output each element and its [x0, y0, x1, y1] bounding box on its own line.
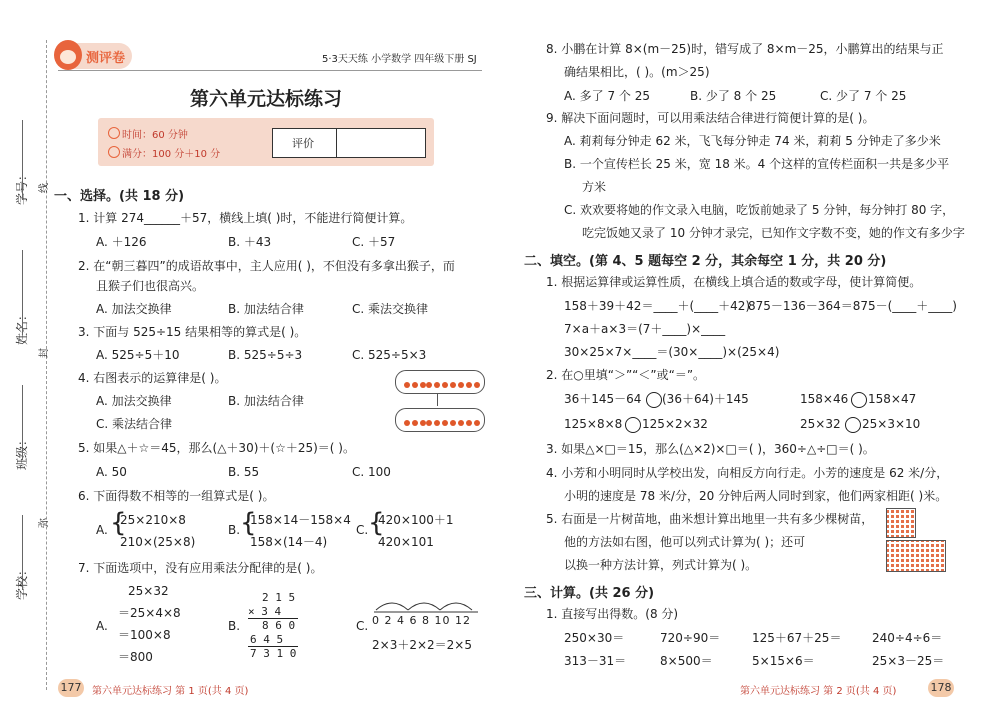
c1-e[interactable]: 313－31＝	[564, 654, 627, 668]
q5-option-c[interactable]: C. 100	[352, 465, 391, 479]
f1-c[interactable]: 7×a＋a×3＝(7＋____)×____	[564, 322, 726, 336]
q7-b-line3: 8 6 0	[262, 619, 296, 632]
q6-a-line2: 210×(25×8)	[120, 535, 196, 549]
binding-label-name: 姓名：	[15, 308, 29, 345]
f5-tree-grid	[886, 508, 946, 572]
q5-text: 5. 如果△＋☆＝45，那么(△＋30)＋(☆＋25)＝( )。	[78, 441, 355, 455]
q7-b-line1: 2 1 5	[262, 591, 296, 604]
q2-option-c[interactable]: C. 乘法交换律	[352, 302, 429, 316]
binding-text-seal2: 弥	[39, 518, 50, 528]
header-rule	[58, 70, 482, 71]
q6-text: 6. 下面得数不相等的一组算式是( )。	[78, 489, 275, 503]
q7-option-b-label[interactable]: B.	[228, 619, 241, 633]
right-footer-text: 第六单元达标练习 第 2 页(共 4 页)	[740, 686, 897, 697]
q6-option-a-label[interactable]: A.	[96, 523, 108, 537]
f2-d-circle[interactable]	[845, 417, 861, 433]
f2-c-left: 125×8×8	[564, 417, 623, 431]
f1-d[interactable]: 30×25×7×____＝(30×____)×(25×4)	[564, 345, 780, 359]
q6-c-line2: 420×101	[378, 535, 434, 549]
q7-a-line3: ＝100×8	[118, 628, 171, 642]
q2-text: 2. 在“朝三暮四”的成语故事中，主人应用( )，不但没有多拿出猴子，而	[78, 259, 455, 273]
f2-text: 2. 在○里填“＞”“＜”或“＝”。	[546, 368, 706, 382]
q7-a-line2: ＝25×4×8	[118, 606, 181, 620]
c1-text: 1. 直接写出得数。(8 分)	[546, 607, 679, 621]
f2-a-circle[interactable]	[646, 392, 662, 408]
page-title: 第六单元达标练习	[190, 88, 343, 110]
f2-b-right: 158×47	[868, 392, 917, 406]
q7-c-axis: 0 2 4 6 8 10 12	[372, 614, 471, 627]
q3-text: 3. 下面与 525÷15 结果相等的算式是( )。	[78, 325, 307, 339]
f5-text: 5. 右面是一片树苗地，曲米想计算出地里一共有多少棵树苗，	[546, 512, 874, 526]
q9-option-a[interactable]: A. 莉莉每分钟走 62 米，飞飞每分钟走 74 米，莉莉 5 分钟走了多少米	[564, 134, 941, 148]
q6-b-brace: {	[240, 508, 257, 538]
f1-a[interactable]: 158＋39＋42＝____＋(____＋42)	[564, 299, 751, 313]
binding-label-no: 学号：	[15, 168, 29, 205]
section-2-title: 二、填空。(第 4、5 题每空 2 分，其余每空 1 分，共 20 分)	[524, 254, 887, 269]
q6-b-line1: 158×14－158×4	[250, 513, 351, 527]
f2-d-left: 25×32	[800, 417, 841, 431]
q4-option-b[interactable]: B. 加法结合律	[228, 394, 304, 408]
q1-option-a[interactable]: A. ＋126	[96, 235, 147, 249]
q7-b-line2: × 3 4	[248, 605, 282, 618]
q7-option-c-label[interactable]: C.	[356, 619, 369, 633]
left-footer-text: 第六单元达标练习 第 1 页(共 4 页)	[92, 686, 249, 697]
q6-a-brace: {	[110, 508, 127, 538]
right-page-number: 178	[928, 679, 954, 697]
q8-option-b[interactable]: B. 少了 8 个 25	[690, 89, 777, 103]
c1-c[interactable]: 125＋67＋25＝	[752, 631, 842, 645]
q1-text: 1. 计算 274______＋57，横线上填( )时，不能进行简便计算。	[78, 211, 413, 225]
f5-text-line3[interactable]: 以换一种方法计算，列式计算为( )。	[564, 558, 758, 572]
score-icon	[108, 146, 120, 158]
c1-f[interactable]: 8×500＝	[660, 654, 713, 668]
q8-option-c[interactable]: C. 少了 7 个 25	[820, 89, 907, 103]
c1-d[interactable]: 240÷4÷6＝	[872, 631, 943, 645]
q1-option-b[interactable]: B. ＋43	[228, 235, 272, 249]
binding-text-seal: 封	[39, 348, 50, 358]
binding-label-school: 学校：	[15, 563, 29, 600]
q1-option-c[interactable]: C. ＋57	[352, 235, 396, 249]
q7-option-a-label[interactable]: A.	[96, 619, 108, 633]
score-label: 满分：100 分＋10 分	[122, 149, 221, 160]
q9-option-b[interactable]: B. 一个宣传栏长 25 米，宽 18 米。4 个这样的宣传栏面积一共是多少平	[564, 157, 950, 171]
eval-label: 评价	[292, 137, 314, 150]
f2-a-right: (36＋64)＋145	[662, 392, 749, 406]
f2-d-right: 25×3×10	[862, 417, 921, 431]
q2-option-a[interactable]: A. 加法交换律	[96, 302, 172, 316]
binding-line-school	[22, 515, 23, 590]
eval-divider	[336, 128, 337, 158]
left-page-number: 177	[58, 679, 84, 697]
q8-text-line2: 确结果相比，( )。(m＞25)	[564, 65, 710, 79]
f4-text: 4. 小芳和小明同时从学校出发，向相反方向行走。小芳的速度是 62 米/分，	[546, 466, 949, 480]
q5-option-b[interactable]: B. 55	[228, 465, 260, 479]
q3-option-c[interactable]: C. 525÷5×3	[352, 348, 427, 362]
q6-a-line1: 25×210×8	[120, 513, 186, 527]
c1-h[interactable]: 25×3－25＝	[872, 654, 945, 668]
q9-option-c-line2: 吃完饭她又录了 10 分钟才录完，已知作文字数不变，她的作文有多少字	[582, 226, 965, 240]
f2-b-left: 158×46	[800, 392, 849, 406]
q4-option-a[interactable]: A. 加法交换律	[96, 394, 172, 408]
f2-b-circle[interactable]	[851, 392, 867, 408]
q7-c-expr: 2×3＋2×2＝2×5	[372, 638, 472, 652]
q8-option-a[interactable]: A. 多了 7 个 25	[564, 89, 650, 103]
q7-b-line4: 6 4 5	[250, 633, 284, 646]
f3-text[interactable]: 3. 如果△×□＝15，那么(△×2)×□＝( )，360÷△÷□＝( )。	[546, 442, 875, 456]
f2-c-right: 125×2×32	[642, 417, 708, 431]
q7-text: 7. 下面选项中，没有应用乘法分配律的是( )。	[78, 561, 323, 575]
q7-b-line5: 7 3 1 0	[250, 647, 297, 660]
section-1-title: 一、选择。(共 18 分)	[54, 189, 185, 204]
f4-text-line2[interactable]: 小明的速度是 78 米/分，20 分钟后两人同时到家，他们两家相距( )米。	[564, 489, 948, 503]
f2-a-left: 36＋145－64	[564, 392, 642, 406]
c1-a[interactable]: 250×30＝	[564, 631, 625, 645]
q5-option-a[interactable]: A. 50	[96, 465, 127, 479]
q3-option-a[interactable]: A. 525÷5＋10	[96, 348, 180, 362]
section-3-title: 三、计算。(共 26 分)	[524, 586, 655, 601]
binding-line	[46, 40, 47, 690]
q6-b-line2: 158×(14－4)	[250, 535, 328, 549]
q6-c-brace: {	[368, 508, 385, 538]
q4-option-c[interactable]: C. 乘法结合律	[96, 417, 173, 431]
clock-icon	[108, 127, 120, 139]
c1-b[interactable]: 720÷90＝	[660, 631, 721, 645]
q9-option-c[interactable]: C. 欢欢要将她的作文录入电脑，吃饭前她录了 5 分钟，每分钟打 80 字，	[564, 203, 955, 217]
binding-line-class	[22, 385, 23, 460]
q7-a-line4: ＝800	[118, 650, 153, 664]
q2-text-line2: 且猴子们也很高兴。	[96, 279, 205, 293]
binding-line-name	[22, 250, 23, 335]
q7-a-line1: 25×32	[128, 584, 169, 598]
mascot-icon	[54, 40, 82, 70]
f2-c-circle[interactable]	[625, 417, 641, 433]
q9-option-b-line2: 方米	[582, 180, 607, 194]
q6-option-c-label[interactable]: C.	[356, 523, 369, 537]
c1-g[interactable]: 5×15×6＝	[752, 654, 815, 668]
binding-line-no	[22, 120, 23, 200]
q6-option-b-label[interactable]: B.	[228, 523, 241, 537]
q3-option-b[interactable]: B. 525÷5÷3	[228, 348, 303, 362]
binding-label-class: 班级：	[15, 433, 29, 470]
q2-option-b[interactable]: B. 加法结合律	[228, 302, 304, 316]
q8-text: 8. 小鹏在计算 8×(m－25)时，错写成了 8×m－25，小鹏算出的结果与正	[546, 42, 944, 56]
badge-label: 测评卷	[86, 51, 126, 66]
f1-text: 1. 根据运算律或运算性质，在横线上填合适的数或字母，使计算简便。	[546, 275, 922, 289]
f1-b[interactable]: 875－136－364＝875－(____＋____)	[748, 299, 957, 313]
time-label: 时间：60 分钟	[122, 130, 188, 141]
f5-text-line2[interactable]: 他的方法如右图，他可以列式计算为( )；还可	[564, 535, 806, 549]
q4-figure	[395, 370, 487, 432]
q4-text: 4. 右图表示的运算律是( )。	[78, 371, 227, 385]
q6-c-line1: 420×100＋1	[378, 513, 454, 527]
q9-text: 9. 解决下面问题时，可以用乘法结合律进行简便计算的是( )。	[546, 111, 875, 125]
binding-text-line: 线	[39, 183, 50, 193]
series-label: 5·3天天练 小学数学 四年级下册 SJ	[322, 54, 477, 65]
